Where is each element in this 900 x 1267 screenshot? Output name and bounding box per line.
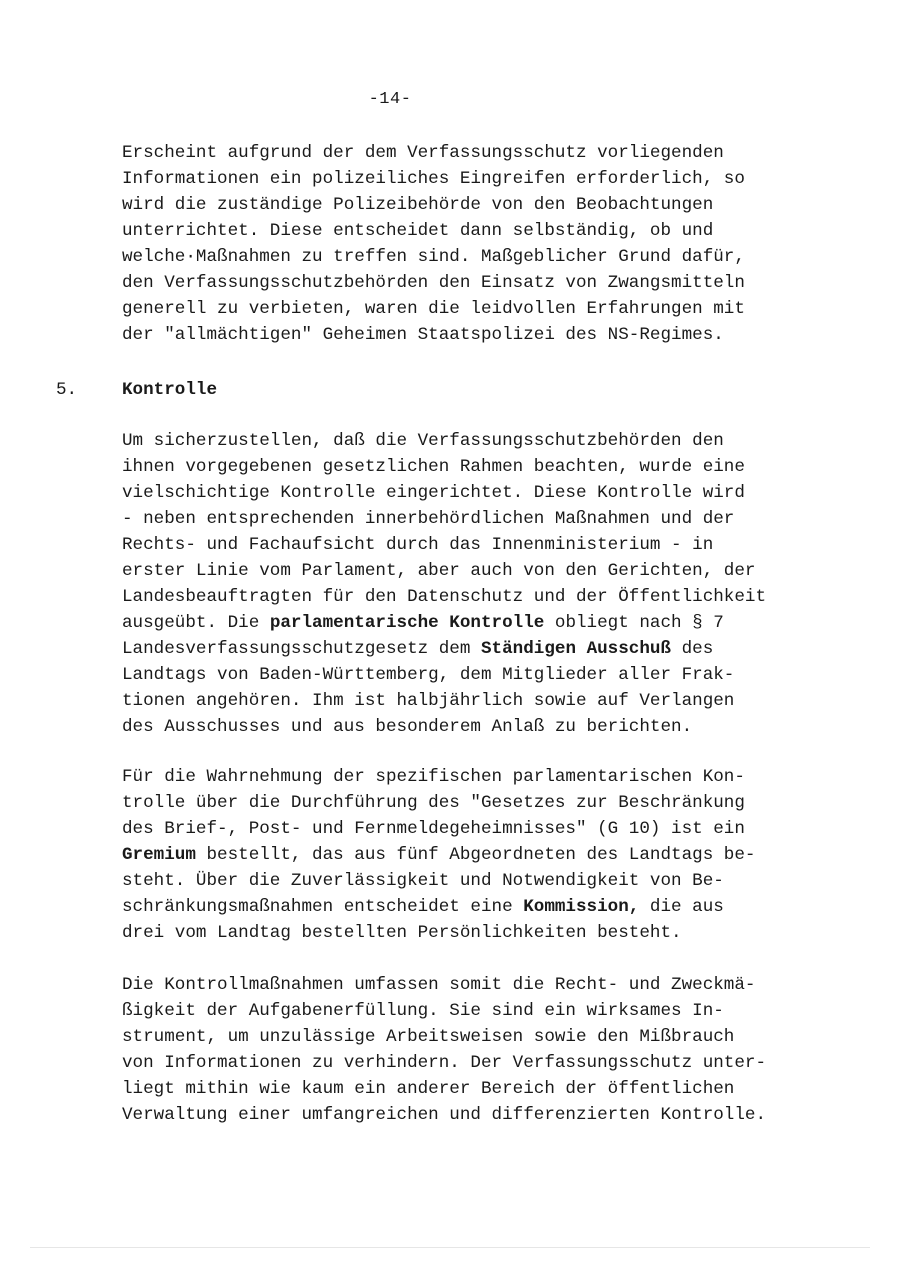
text-line: [122, 610, 802, 636]
text-line: welche·Maßnahmen zu treffen sind. Maßgeblicher Grund dafür,: [122, 247, 745, 267]
text-line: Um sicherzustellen, daß die Verfassungsschutzbehörden den: [122, 431, 724, 451]
text-run: Landesverfassungsschutzgesetz dem: [122, 639, 481, 659]
text-line: unterrichtet. Diese entscheidet dann selbständig, ob und: [122, 221, 714, 241]
text-line: tionen angehören. Ihm ist halbjährlich sowie auf Verlangen: [122, 691, 735, 711]
text-line: erster Linie vom Parlament, aber auch von den Gerichten, der: [122, 561, 756, 581]
text-line: den Verfassungsschutzbehörden den Einsatz von Zwangsmitteln: [122, 273, 745, 293]
page-number: -14-: [368, 90, 412, 109]
text-run: obliegt nach § 7: [544, 613, 724, 633]
text-line: trolle über die Durchführung des "Gesetzes zur Beschränkung: [122, 793, 745, 813]
text-line: ßigkeit der Aufgabenerfüllung. Sie sind ein wirksames In-: [122, 1001, 724, 1021]
text-run: die aus: [639, 897, 724, 917]
text-line: Landesbeauftragten für den Datenschutz und der Öffentlichkeit: [122, 587, 767, 607]
bold-term: Ständigen Ausschuß: [480, 639, 672, 659]
text-line: generell zu verbieten, waren die leidvollen Erfahrungen mit: [122, 299, 745, 319]
text-line: des Brief-, Post- und Fernmeldegeheimnisses" (G 10) ist ein: [122, 819, 745, 839]
text-line: - neben entsprechenden innerbehördlichen Maßnahmen und der: [122, 509, 735, 529]
section-heading: Kontrolle: [122, 380, 218, 400]
text-line: ihnen vorgegebenen gesetzlichen Rahmen beachten, wurde eine: [122, 457, 745, 477]
text-line: [122, 842, 802, 868]
bold-term: Gremium: [122, 845, 196, 865]
paragraph-g10-control: [122, 764, 802, 946]
text-line: Landtags von Baden-Württemberg, dem Mitglieder aller Frak-: [122, 665, 735, 685]
text-line: Erscheint aufgrund der dem Verfassungsschutz vorliegenden: [122, 143, 724, 163]
text-run: ausgeübt. Die: [122, 613, 270, 633]
section-number: 5.: [56, 380, 78, 400]
text-line: drei vom Landtag bestellten Persönlichkeiten besteht.: [122, 923, 682, 943]
text-line: [122, 894, 802, 920]
text-line: Rechts- und Fachaufsicht durch das Innenministerium - in: [122, 535, 714, 555]
text-line: der "allmächtigen" Geheimen Staatspolizei des NS-Regimes.: [122, 325, 724, 345]
text-run: bestellt, das aus fünf Abgeordneten des Landtags be-: [195, 845, 756, 865]
paragraph-control-summary: [122, 972, 802, 1128]
text-run: schränkungsmaßnahmen entscheidet eine: [122, 897, 524, 917]
text-run: des: [671, 639, 714, 659]
paragraph-police-intervention: [122, 140, 802, 348]
scan-edge-line: [30, 1247, 870, 1248]
bold-term: Kommission,: [523, 897, 640, 917]
text-line: Für die Wahrnehmung der spezifischen parlamentarischen Kon-: [122, 767, 745, 787]
text-line: strument, um unzulässige Arbeitsweisen sowie den Mißbrauch: [122, 1027, 735, 1047]
text-line: des Ausschusses und aus besonderem Anlaß zu berichten.: [122, 717, 693, 737]
text-line: Die Kontrollmaßnahmen umfassen somit die Recht- und Zweckmä-: [122, 975, 756, 995]
bold-term: parlamentarische Kontrolle: [269, 613, 545, 633]
text-line: Informationen ein polizeiliches Eingreifen erforderlich, so: [122, 169, 745, 189]
text-line: von Informationen zu verhindern. Der Verfassungsschutz unter-: [122, 1053, 767, 1073]
text-line: Verwaltung einer umfangreichen und differenzierten Kontrolle.: [122, 1105, 767, 1125]
paragraph-control-overview: [122, 428, 802, 740]
text-line: vielschichtige Kontrolle eingerichtet. Diese Kontrolle wird: [122, 483, 745, 503]
text-line: wird die zuständige Polizeibehörde von den Beobachtungen: [122, 195, 714, 215]
text-line: steht. Über die Zuverlässigkeit und Notwendigkeit von Be-: [122, 871, 724, 891]
text-line: [122, 636, 802, 662]
text-line: liegt mithin wie kaum ein anderer Bereich der öffentlichen: [122, 1079, 735, 1099]
